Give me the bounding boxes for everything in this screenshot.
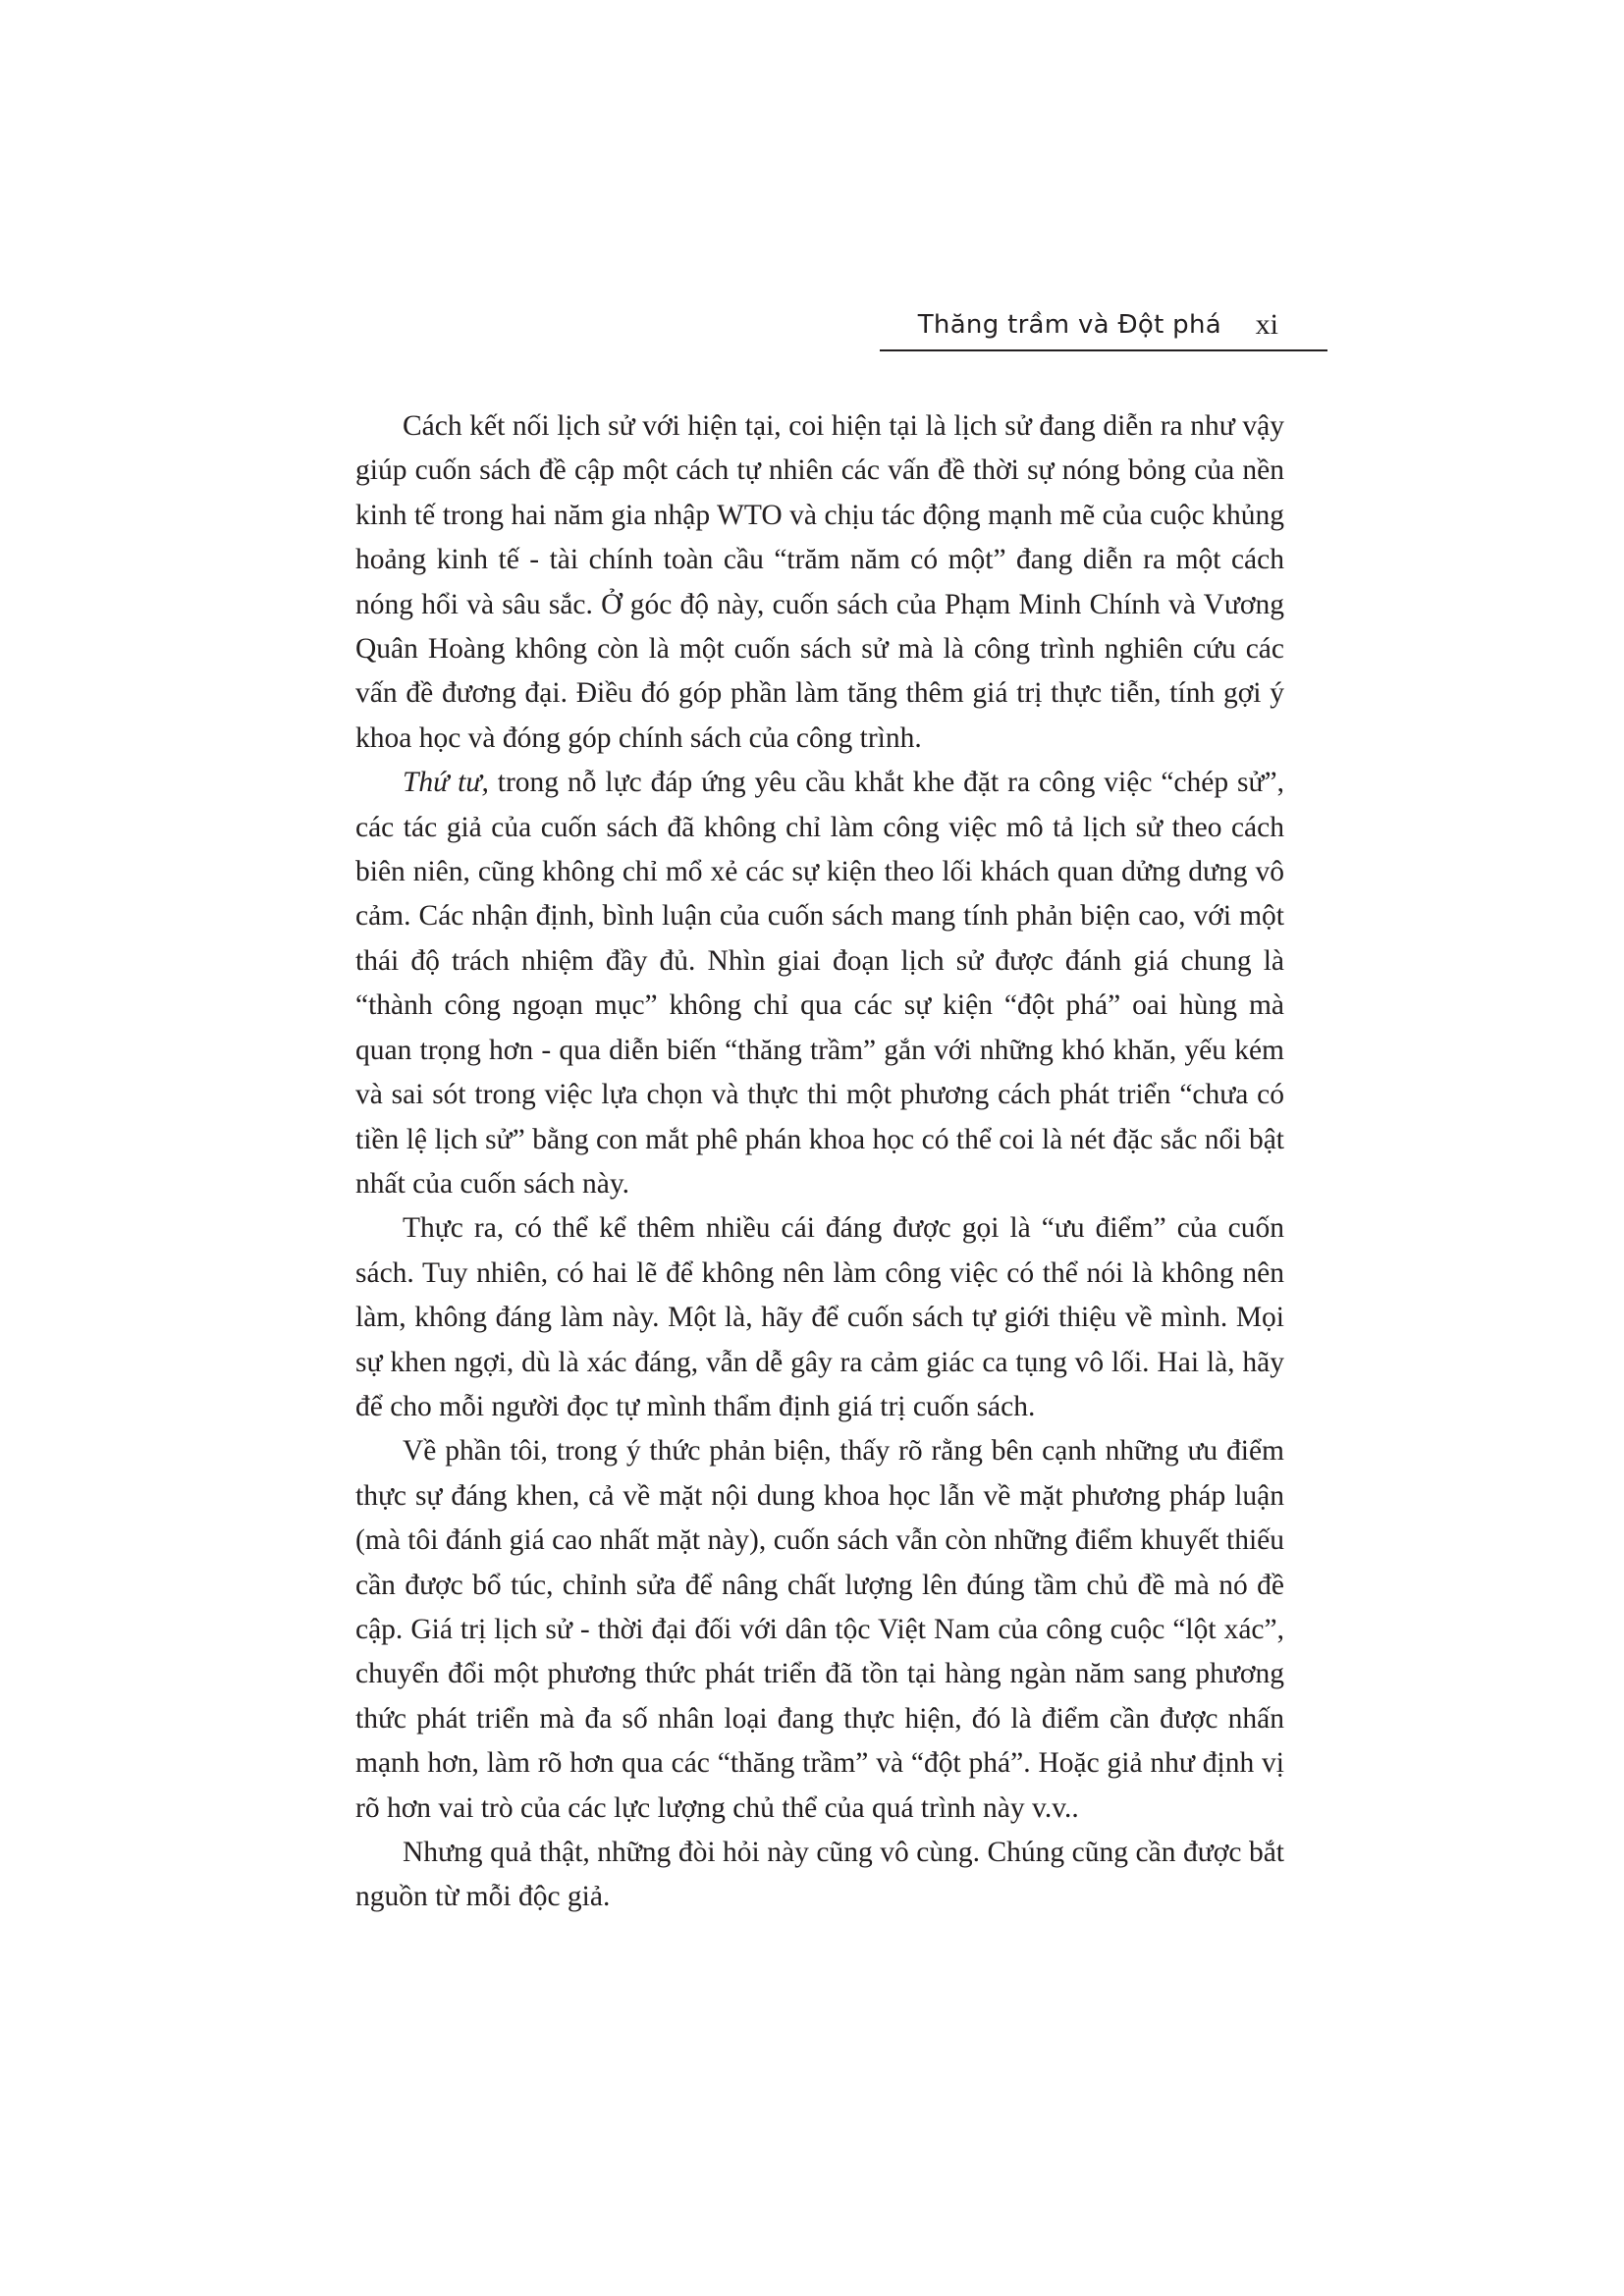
paragraph-2-text: trong nỗ lực đáp ứng yêu cầu khắt khe đặt ra công việc “chép sử”, các tác giả của cuốn sách đã không chỉ làm công việc mô tả lịch sử theo cách biên niên, cũng không chỉ mổ xẻ các sự kiện theo lối khách quan dửng dưng vô cảm. Các nhận định, bình luận của cuốn sách mang tính phản biện cao, với một thái độ trách nhiệm đầy đủ. Nhìn giai đoạn lịch sử được đánh giá chung là “thành công ngoạn mục” không chỉ qua các sự kiện “đột phá” oai hùng mà quan trọng hơn - qua diễn biến “thăng trầm” gắn với những khó khăn, yếu kém và sai sót trong việc lựa chọn và thực thi một phương cách phát triển “chưa có tiền lệ lịch sử” bằng con mắt phê phán khoa học có thể coi là nét đặc sắc nổi bật nhất của cuốn sách này. <box>355 767 1284 1200</box>
paragraph-2-lead-emphasis: Thứ tư, <box>403 767 489 799</box>
paragraph-4: Về phần tôi, trong ý thức phản biện, thấy rõ rằng bên cạnh những ưu điểm thực sự đáng khen, cả về mặt nội dung khoa học lẫn về mặt phương pháp luận (mà tôi đánh giá cao nhất mặt này), cuốn sách vẫn còn những điểm khuyết thiếu cần được bổ túc, chỉnh sửa để nâng chất lượng lên đúng tầm chủ đề mà nó đề cập. Giá trị lịch sử - thời đại đối với dân tộc Việt Nam của công cuộc “lột xác”, chuyển đổi một phương thức phát triển đã tồn tại hàng ngàn năm sang phương thức phát triển mà đa số nhân loại đang thực hiện, đó là điểm cần được nhấn mạnh hơn, làm rõ hơn qua các “thăng trầm” và “đột phá”. Hoặc giả như định vị rõ hơn vai trò của các lực lượng chủ thể của quá trình này v.v.. <box>355 1435 1284 1824</box>
body-text <box>355 404 1284 1920</box>
running-header <box>880 306 1327 351</box>
paragraph-1: Cách kết nối lịch sử với hiện tại, coi hiện tại là lịch sử đang diễn ra như vậy giúp cuốn sách đề cập một cách tự nhiên các vấn đề thời sự nóng bỏng của nền kinh tế trong hai năm gia nhập WTO và chịu tác động mạnh mẽ của cuộc khủng hoảng kinh tế - tài chính toàn cầu “trăm năm có một” đang diễn ra một cách nóng hổi và sâu sắc. Ở góc độ này, cuốn sách của Phạm Minh Chính và Vương Quân Hoàng không còn là một cuốn sách sử mà là công trình nghiên cứu các vấn đề đương đại. Điều đó góp phần làm tăng thêm giá trị thực tiễn, tính gợi ý khoa học và đóng góp chính sách của công trình. <box>355 410 1284 754</box>
running-title: Thăng trầm và Đột phá <box>917 310 1221 340</box>
paragraph-5: Nhưng quả thật, những đòi hỏi này cũng vô cùng. Chúng cũng cần được bắt nguồn từ mỗi độc giả. <box>355 1837 1284 1913</box>
page-number: xi <box>1255 308 1278 341</box>
paragraph-3: Thực ra, có thể kể thêm nhiều cái đáng được gọi là “ưu điểm” của cuốn sách. Tuy nhiên, có hai lẽ để không nên làm công việc có thể nói là không nên làm, không đáng làm này. Một là, hãy để cuốn sách tự giới thiệu về mình. Mọi sự khen ngợi, dù là xác đáng, vẫn dễ gây ra cảm giác ca tụng vô lối. Hai là, hãy để cho mỗi người đọc tự mình thẩm định giá trị cuốn sách. <box>355 1212 1284 1422</box>
paragraph-2 <box>355 761 1284 1206</box>
